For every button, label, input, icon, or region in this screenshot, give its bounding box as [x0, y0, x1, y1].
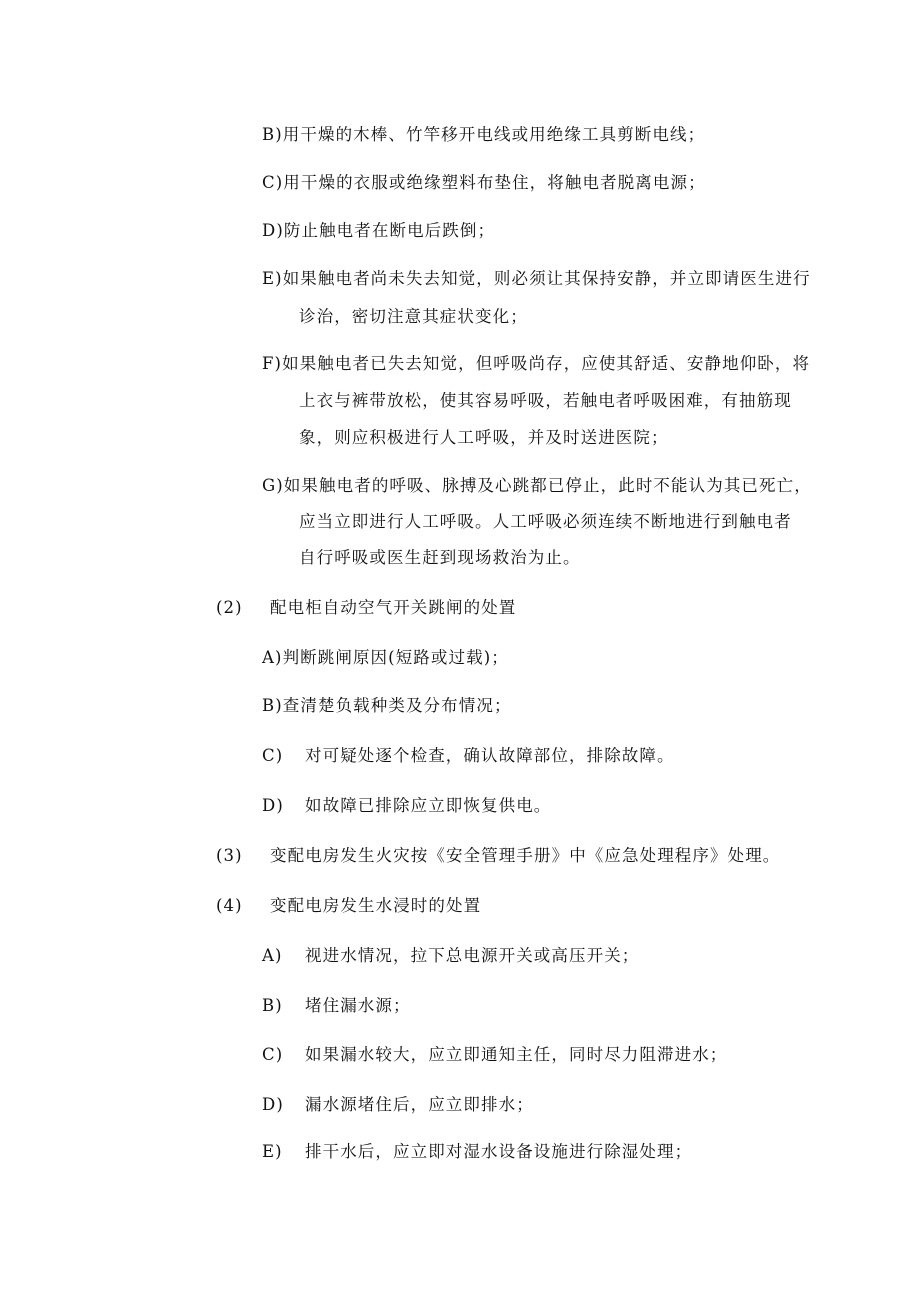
section-4-item-b-label: B): [262, 996, 283, 1015]
item-text: 用干燥的木棒、竹竿移开电线或用绝缘工具剪断电线；: [282, 125, 706, 144]
list-item-g: [262, 475, 812, 497]
section-2-item-b: [262, 695, 512, 717]
item-label: G): [262, 476, 284, 495]
item-text: 防止触电者在断电后跌倒；: [283, 221, 496, 240]
section-2-item-c-label: C): [262, 746, 284, 765]
section-3-title: 变配电房发生火灾按《安全管理手册》中《应急处理程序》处理。: [270, 846, 781, 865]
section-4-item-e-text: 排干水后，应立即对湿水设备设施进行除湿处理；: [305, 1142, 693, 1161]
list-item-g-continuation-1: 应当立即进行人工呼吸。人工呼吸必须连续不断地进行到触电者: [299, 512, 792, 531]
item-text: 判断跳闸原因(短路或过载)；: [282, 648, 509, 667]
item-text: 如果触电者尚未失去知觉，则必须让其保持安静，并立即请医生进行: [282, 269, 811, 288]
list-item-f-continuation-2: 象，则应积极进行人工呼吸，并及时送进医院；: [299, 428, 669, 447]
item-text: 用干燥的衣服或绝缘塑料布垫住，将触电者脱离电源；: [283, 173, 706, 192]
item-text: 查清楚负载种类及分布情况；: [282, 696, 512, 715]
section-4-item-a-label: A): [262, 946, 283, 965]
section-2-item-d-label: D): [262, 796, 284, 815]
section-2-item-d-text: 如故障已排除应立即恢复供电。: [305, 796, 552, 815]
section-2-number: (2): [216, 598, 243, 617]
section-4-item-c-label: C): [262, 1045, 284, 1064]
section-4-item-d-text: 漏水源堵住后，应立即排水；: [305, 1095, 534, 1114]
item-label: A): [262, 648, 283, 667]
section-4-item-b-text: 堵住漏水源；: [305, 996, 411, 1015]
section-4-item-d-label: D): [262, 1095, 284, 1114]
section-3-number: (3): [216, 846, 243, 865]
item-label: B): [262, 125, 283, 144]
item-label: D): [262, 221, 284, 240]
section-4-title: 变配电房发生水浸时的处置: [270, 896, 482, 915]
list-item-e-continuation: 诊治，密切注意其症状变化；: [299, 307, 528, 326]
section-2-title: 配电柜自动空气开关跳闸的处置: [270, 598, 517, 617]
item-text: 如果触电者已失去知觉，但呼吸尚存，应使其舒适、安静地仰卧，将: [282, 354, 811, 373]
section-4-item-c-text: 如果漏水较大，应立即通知主任，同时尽力阻滞进水；: [305, 1045, 728, 1064]
list-item-c: [262, 172, 706, 194]
section-2-item-a: [262, 647, 509, 669]
item-text: 如果触电者的呼吸、脉搏及心跳都已停止，此时不能认为其已死亡，: [283, 476, 812, 495]
section-4-item-e-label: E): [262, 1142, 283, 1161]
list-item-d: [262, 220, 495, 242]
list-item-f-continuation-1: 上衣与裤带放松，使其容易呼吸，若触电者呼吸困难，有抽筋现: [299, 391, 792, 410]
item-label: F): [262, 354, 283, 373]
list-item-g-continuation-2: 自行呼吸或医生赶到现场救治为止。: [299, 548, 581, 567]
list-item-b: [262, 124, 705, 146]
item-label: E): [262, 269, 283, 288]
list-item-f: [262, 353, 810, 375]
item-label: C): [262, 173, 284, 192]
item-label: B): [262, 696, 283, 715]
section-2-item-c-text: 对可疑处逐个检查，确认故障部位，排除故障。: [305, 746, 675, 765]
list-item-e: [262, 268, 811, 290]
section-4-item-a-text: 视进水情况，拉下总电源开关或高压开关；: [305, 946, 640, 965]
section-4-number: (4): [216, 896, 243, 915]
